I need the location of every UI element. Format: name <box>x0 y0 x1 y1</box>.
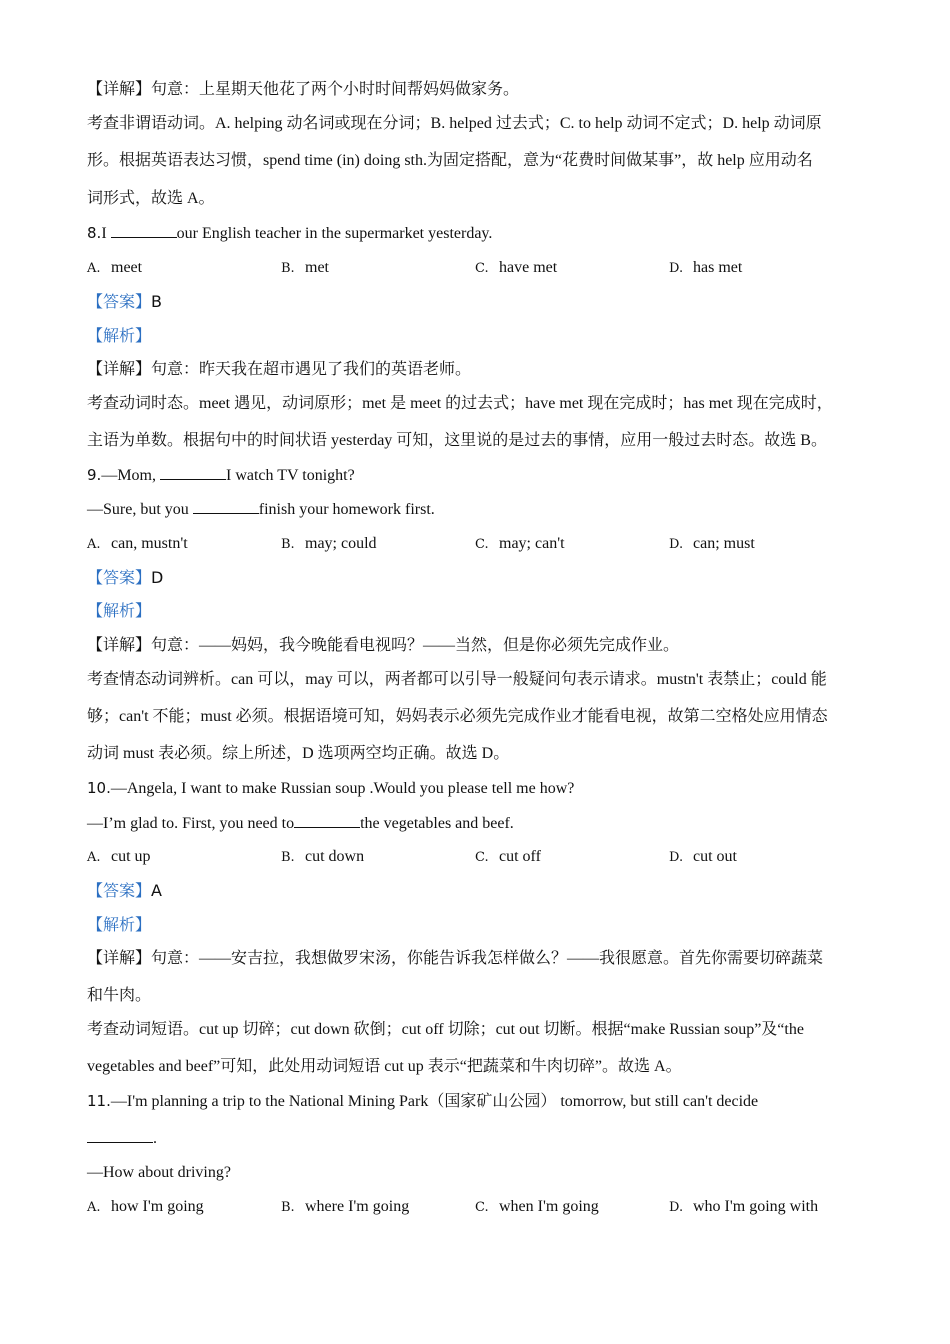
q8-answer: 【答案】B <box>87 292 162 311</box>
q9-detail-line2: 考查情态动词辨析。can 可以，may 可以，两者都可以引导一般疑问句表示请求。mustn't 表禁止；could 能 <box>87 671 827 688</box>
q8-detail-line2: 考查动词时态。meet 遇见，动词原形；met 是 meet 的过去式；have met 现在完成时；has met 现在完成时， <box>87 395 833 412</box>
q11-question-line2: . <box>87 1128 157 1149</box>
q9-answer-letter: D <box>151 568 164 587</box>
q10-analysis-tag: 【解析】 <box>87 917 152 934</box>
q8-question: 8.I our English teacher in the supermarket yesterday. <box>87 224 493 242</box>
q11-question-line1: 11.—I'm planning a trip to the National Mining Park（国家矿山公园） tomorrow, but still can't decide <box>87 1092 759 1110</box>
q10-option-b: B. cut down <box>281 848 365 865</box>
q10-option-c: C. cut off <box>475 848 541 865</box>
q7-detail-line3: 形。根据英语表达习惯，spend time (in) doing sth.为固定搭配，意为“花费时间做某事”，故 help 应用动名 <box>87 152 813 169</box>
q11-option-b: B. where I'm going <box>281 1198 410 1215</box>
answer-blank <box>294 813 360 828</box>
detail-tag: 【详解】 <box>87 81 152 98</box>
q8-number: 8. <box>87 224 102 242</box>
q9-detail-line4: 动词 must 表必须。综上所述，D 选项两空均正确。故选 D。 <box>87 745 510 762</box>
q10-question-line2: —I’m glad to. First, you need to the vegetables and beef. <box>87 815 514 832</box>
q7-detail-line2: 考查非谓语动词。A. helping 动名词或现在分词；B. helped 过去式；C. to help 动词不定式；D. help 动词原 <box>87 115 822 132</box>
q11-option-d: D. who I'm going with <box>669 1198 819 1215</box>
q8-answer-letter: B <box>151 292 162 311</box>
q8-analysis-tag: 【解析】 <box>87 328 152 345</box>
q9-option-c: C. may; can't <box>475 535 565 552</box>
q10-number: 10. <box>87 779 111 797</box>
q9-option-a: A. can, mustn't <box>87 535 188 552</box>
q10-detail-line3: 考查动词短语。cut up 切碎；cut down 砍倒；cut off 切除；cut out 切断。根据“make Russian soup”及“the <box>87 1021 804 1038</box>
answer-blank <box>111 223 177 238</box>
q10-detail-line4: vegetables and beef”可知，此处用动词短语 cut up 表示“把蔬菜和牛肉切碎”。故选 A。 <box>87 1058 682 1075</box>
answer-blank <box>87 1128 153 1143</box>
q11-question-line3: —How about driving? <box>87 1164 231 1181</box>
q10-detail-line1: 【详解】句意：——安吉拉，我想做罗宋汤，你能告诉我怎样做么？——我很愿意。首先你需要切碎蔬菜 <box>87 950 824 967</box>
answer-blank <box>160 465 226 480</box>
q9-question-line1: 9.—Mom, I watch TV tonight? <box>87 466 355 484</box>
q9-answer: 【答案】D <box>87 568 164 587</box>
q8-detail-line3: 主语为单数。根据句中的时间状语 yesterday 可知，这里说的是过去的事情，应用一般过去时态。故选 B。 <box>87 432 827 449</box>
q8-option-b: B. met <box>281 259 329 276</box>
q7-detail-line4: 词形式，故选 A。 <box>87 190 215 207</box>
q9-option-d: D. can; must <box>669 535 755 552</box>
q9-question-line2: —Sure, but you finish your homework first. <box>87 501 435 518</box>
q11-option-a: A. how I'm going <box>87 1198 204 1215</box>
q8-option-c: C. have met <box>475 259 558 276</box>
q10-detail-line2: 和牛肉。 <box>87 987 152 1004</box>
q8-option-d: D. has met <box>669 259 743 276</box>
q9-analysis-tag: 【解析】 <box>87 603 152 620</box>
q11-option-c: C. when I'm going <box>475 1198 599 1215</box>
q9-detail-line3: 够；can't 不能；must 必须。根据语境可知，妈妈表示必须先完成作业才能看电视，故第二空格处应用情态 <box>87 708 828 725</box>
q11-number: 11. <box>87 1092 111 1110</box>
answer-blank <box>193 499 259 514</box>
q7-detail-line1: 【详解】句意：上星期天他花了两个小时时间帮妈妈做家务。 <box>87 81 520 98</box>
q10-option-d: D. cut out <box>669 848 737 865</box>
q8-detail-line1: 【详解】句意：昨天我在超市遇见了我们的英语老师。 <box>87 361 472 378</box>
q10-option-a: A. cut up <box>87 848 151 865</box>
q10-answer: 【答案】A <box>87 881 162 900</box>
q8-option-a: A. meet <box>87 259 143 276</box>
q10-answer-letter: A <box>151 881 162 900</box>
q9-detail-line1: 【详解】句意：——妈妈，我今晚能看电视吗？——当然，但是你必须先完成作业。 <box>87 637 680 654</box>
q9-number: 9. <box>87 466 102 484</box>
q10-question-line1: 10.—Angela, I want to make Russian soup .Would you please tell me how? <box>87 779 575 797</box>
q9-option-b: B. may; could <box>281 535 377 552</box>
